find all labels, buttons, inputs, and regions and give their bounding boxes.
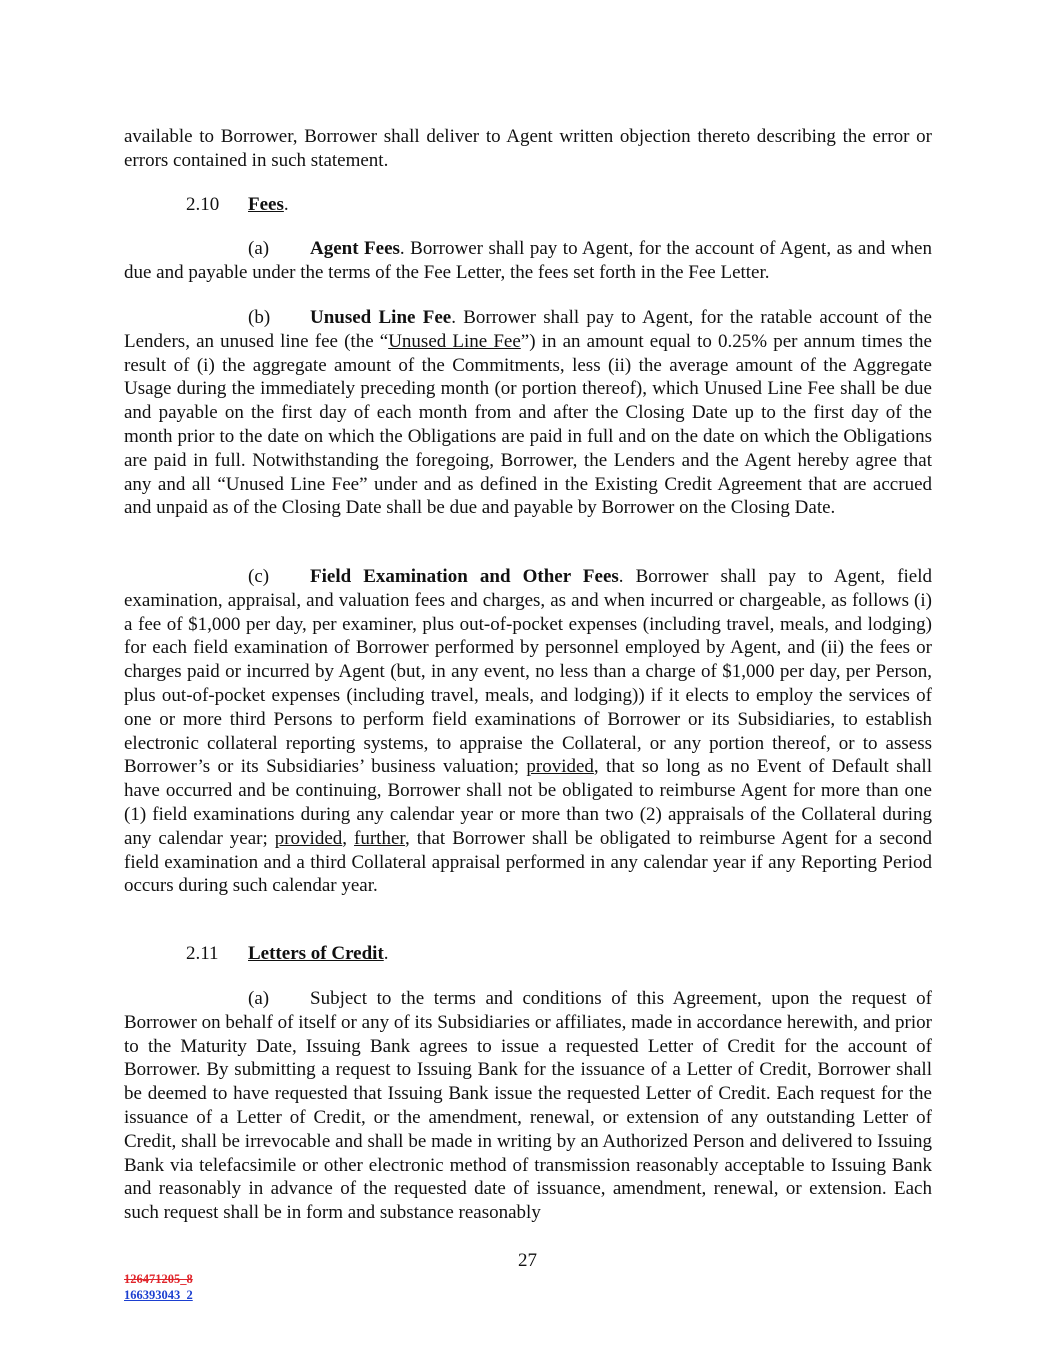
clause-heading: Agent Fees: [310, 238, 400, 259]
defined-term: Unused Line Fee: [388, 330, 521, 352]
intro-text: available to Borrower, Borrower shall deliver to Agent written objection thereto describing the error or errors contained in such statement.: [124, 126, 932, 171]
section-2-10-heading: [186, 193, 289, 217]
section-title-punct: .: [283, 194, 289, 215]
section-title-punct: .: [383, 943, 389, 964]
clause-label: (a): [248, 988, 270, 1009]
clause-heading: Field Examination and Other Fees: [310, 566, 619, 587]
section-2-11-heading: [186, 942, 389, 966]
clause-label: (a): [248, 238, 270, 259]
provided-term: provided: [274, 827, 343, 849]
paragraph-2-10-c: [124, 565, 932, 898]
clause-label: (c): [248, 566, 270, 587]
separator: ,: [342, 827, 355, 849]
clause-text: , that Borrower shall be obligated to reimburse Agent for a second field examination and a third Collateral appraisal performed in any calendar year if any Reporting Period occurs during such calendar year.: [124, 827, 932, 897]
page-number: 27: [518, 1250, 537, 1271]
paragraph-2-10-b: [124, 306, 932, 520]
provided-term: provided: [526, 756, 594, 778]
clause-heading: Unused Line Fee: [310, 307, 452, 328]
clause-label: (b): [248, 307, 271, 328]
section-number: 2.10: [186, 194, 220, 215]
section-title: Letters of Credit: [248, 943, 384, 964]
intro-paragraph: [124, 125, 932, 173]
paragraph-2-11-a: [124, 987, 932, 1225]
section-number: 2.11: [186, 943, 219, 964]
further-term: further: [354, 827, 405, 849]
clause-text: . Borrower shall pay to Agent, for the ratable account of the Lenders, an unused line fee (the “: [124, 307, 932, 352]
paragraph-2-10-a: [124, 237, 932, 285]
doc-id-inserted: 166393043_2: [124, 1288, 193, 1302]
clause-text: ”) in an amount equal to 0.25% per annum times the result of (i) the aggregate amount of the Commitments, less (ii) the average amount of the Aggregate Usage during the immediately preceding month (or portion thereof), which Unused Line Fee shall be due and payable on the first day of each month from and after the Closing Date up to the first day of the month prior to the date on which the Obligations are paid in full and on the date on which the Obligations are paid in full. Notwithstanding the foregoing, Borrower, the Lenders and the Agent hereby agree that any and all “Unused Line Fee” under and as defined in the Existing Credit Agreement that are accrued and unpaid as of the Closing Date shall be due and payable by Borrower on the Closing Date.: [124, 330, 932, 519]
clause-text: . Borrower shall pay to Agent, field examination, appraisal, and valuation fees and charges, as and when incurred or chargeable, as follows (i) a fee of $1,000 per day, per examiner, plus out-of-pocket expenses (including travel, meals, and lodging) for each field examination of Borrower performed by personnel employed by Agent, and (ii) the fees or charges paid or incurred by Agent (but, in any event, no less than a charge of $1,000 per day, per Person, plus out-of-pocket expenses (including travel, meals, and lodging)) if it elects to employ the services of one or more third Persons to perform field examinations of Borrower or its Subsidiaries, to establish electronic collateral reporting systems, to appraise the Collateral, or any portion thereof, or to assess Borrower’s or its Subsidiaries’ business valuation;: [124, 566, 932, 778]
clause-text: Subject to the terms and conditions of this Agreement, upon the request of Borrower on behalf of itself or any of its Subsidiaries or affiliates, made in accordance herewith, and prior to the Maturity Date, Issuing Bank agrees to issue a requested Letter of Credit for the account of Borrower. By submitting a request to Issuing Bank for the issuance of a Letter of Credit, Borrower shall be deemed to have requested that Issuing Bank issue the requested Letter of Credit. Each request for the issuance of a Letter of Credit, or the amendment, renewal, or extension of any outstanding Letter of Credit, shall be irrevocable and shall be made in writing by an Authorized Person and delivered to Issuing Bank via telefacsimile or other electronic method of transmission reasonably acceptable to Issuing Bank and reasonably in advance of the requested date of issuance, amendment, renewal, or extension. Each such request shall be in form and substance reasonably: [124, 988, 932, 1224]
section-title: Fees: [248, 194, 284, 215]
doc-id-deleted: 126471205_8: [124, 1272, 193, 1286]
clause-text: . Borrower shall pay to Agent, for the account of Agent, as and when due and payable under the terms of the Fee Letter, the fees set forth in the Fee Letter.: [124, 238, 932, 283]
clause-text: , that so long as no Event of Default shall have occurred and be continuing, Borrower shall not be obligated to reimburse Agent for more than one (1) field examinations during any calendar year or more than two (2) appraisals of the Collateral during any calendar year;: [124, 756, 932, 849]
